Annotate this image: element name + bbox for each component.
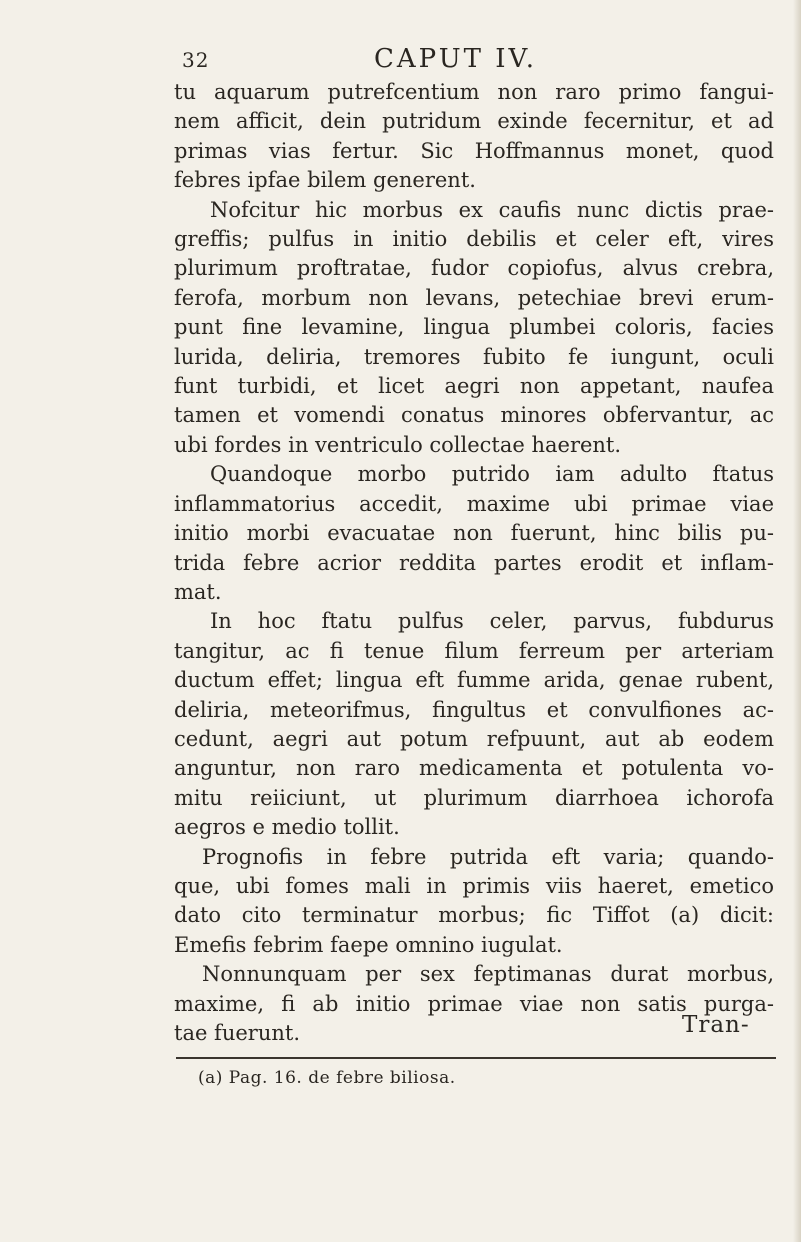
page-edge-shadow — [793, 0, 801, 1242]
text-line: punt fine levamine, lingua plumbei coloris, facies — [174, 315, 774, 340]
text-line: dato cito terminatur morbus; fic Tiffot (a) dicit: — [174, 903, 774, 928]
catchword: Tran- — [682, 1012, 750, 1038]
text-line: cedunt, aegri aut potum refpuunt, aut ab eodem — [174, 726, 774, 751]
text-line: mat. — [174, 579, 222, 604]
text-line: anguntur, non raro medicamenta et potulenta vo- — [174, 756, 774, 781]
text-line: funt turbidi, et licet aegri non appetant, naufea — [174, 374, 774, 399]
text-line: Emefis febrim faepe omnino iugulat. — [174, 932, 563, 957]
paragraph-start: In hoc ftatu pulfus celer, parvus, fubdurus — [210, 609, 774, 634]
page-number: 32 — [182, 48, 210, 72]
text-line: ductum effet; lingua eft fumme arida, genae rubent, — [174, 668, 774, 693]
text-line: que, ubi fomes mali in primis viis haeret, emetico — [174, 873, 774, 898]
paragraph-start: Nonnunquam per sex feptimanas durat morbus, — [202, 962, 774, 987]
text-line: plurimum proftratae, fudor copiofus, alvus crebra, — [174, 256, 774, 281]
footnote-rule — [176, 1057, 776, 1059]
text-line: nem afficit, dein putridum exinde fecernitur, et ad — [174, 109, 774, 134]
text-line: initio morbi evacuatae non fuerunt, hinc bilis pu- — [174, 521, 774, 546]
paragraph-start: Nofcitur hic morbus ex caufis nunc dictis prae- — [210, 197, 774, 222]
text-line: trida febre acrior reddita partes erodit et inflam- — [174, 550, 774, 575]
footnote: (a) Pag. 16. de febre biliosa. — [198, 1068, 456, 1088]
text-line: tu aquarum putrefcentium non raro primo fangui- — [174, 80, 774, 104]
text-line: primas vias fertur. Sic Hoffmannus monet, quod — [174, 138, 774, 163]
text-line: deliria, meteorifmus, fingultus et convulfiones ac- — [174, 697, 774, 722]
text-line: greffis; pulfus in initio debilis et celer eft, vires — [174, 227, 774, 252]
chapter-title: CAPUT IV. — [374, 44, 537, 74]
text-line: ferofa, morbum non levans, petechiae brevi erum- — [174, 285, 774, 310]
text-line: tamen et vomendi conatus minores obfervantur, ac — [174, 403, 774, 428]
text-line: tae fuerunt. — [174, 1021, 300, 1045]
text-line: aegros e medio tollit. — [174, 815, 400, 840]
text-line: inflammatorius accedit, maxime ubi primae viae — [174, 491, 774, 516]
text-line: mitu reiiciunt, ut plurimum diarrhoea ichorofa — [174, 785, 774, 810]
text-line: febres ipfae bilem generent. — [174, 168, 476, 193]
body-text — [174, 78, 774, 1048]
text-line: tangitur, ac fi tenue filum ferreum per arteriam — [174, 638, 774, 663]
paragraph-start: Quandoque morbo putrido iam adulto ftatus — [210, 462, 774, 487]
text-line: ubi fordes in ventriculo collectae haerent. — [174, 432, 622, 457]
running-head — [182, 44, 742, 80]
text-line: maxime, fi ab initio primae viae non satis purga- — [174, 991, 774, 1016]
text-line: lurida, deliria, tremores fubito fe iungunt, oculi — [174, 344, 774, 369]
paragraph-start: Prognofis in febre putrida eft varia; quando- — [202, 844, 774, 869]
